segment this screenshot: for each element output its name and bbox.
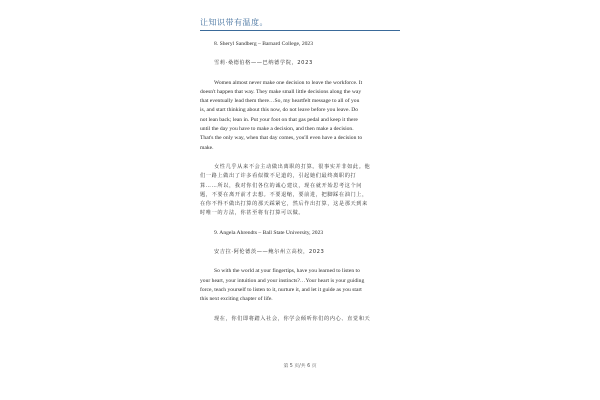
text-line: that eventually lead them there…So, my heartfelt message to all of you <box>200 98 360 105</box>
text-line: 题，不要在离开前才去想。不要退缩，要前进，把脚踩在油门上， <box>200 191 368 198</box>
english-paragraph <box>200 267 400 304</box>
text-line: 算……所以，我对你们各位的诚心建议，现在就开始思考这个问 <box>200 182 363 189</box>
english-paragraph <box>200 79 400 153</box>
text-line: So with the world at your fingertips, have you learned to listen to <box>214 268 360 275</box>
page-number: 第 5 页/共 6 页 <box>283 364 317 369</box>
page-header: 让知识带有温度。 <box>200 18 268 27</box>
text-line: 女性几乎从来不会主动做出离职的打算。很事实并非如此。他 <box>214 163 371 170</box>
text-line: Women almost never make one decision to leave the workforce. It <box>214 79 363 86</box>
header-divider <box>200 30 400 31</box>
text-line: doesn't happen that way. They make small little decisions along the way <box>200 88 362 95</box>
section-subheading: 雪莉·桑德伯格——巴纳德学院，2023 <box>214 60 313 67</box>
section-heading: 8. Sheryl Sandberg – Barnard College, 2023 <box>214 41 314 47</box>
chinese-paragraph <box>200 163 400 219</box>
chinese-paragraph <box>200 315 400 324</box>
text-line: 时唯一的方法，你甚至将有打算可以做。 <box>200 210 305 217</box>
text-line: is, and start thinking about this now, do not leave before you leave. Do <box>200 107 359 114</box>
page-content <box>200 40 400 324</box>
text-line: make. <box>200 144 214 151</box>
text-line: 在你不得不做出打算的那天踩紧它，然后作出打算，这是那天到来 <box>200 201 368 208</box>
section-heading: 9. Angela Ahrendts – Ball State University, 2023 <box>214 229 324 236</box>
text-line: 们一路上做出了许多看似微不足道的，引起她们最终离职的打 <box>200 173 357 180</box>
text-line: this next exciting chapter of life. <box>200 296 273 303</box>
text-line: your heart, your intuition and your instincts?…Your heart is your guiding <box>200 277 365 284</box>
text-line: force, teach yourself to listen to it, nurture it, and let it guide as you start <box>200 286 362 293</box>
text-line: 现在，你们即将踏入社会，你学会倾听你们的内心、直觉和天 <box>214 315 371 322</box>
section-subheading: 安吉拉·阿伦德茨——鲍尔州立高校，2023 <box>214 249 325 256</box>
text-line: That's the only way, when that day comes, you'll even have a decision to <box>200 135 363 142</box>
text-line: not lean back; lean in. Put your foot on that gas pedal and keep it there <box>200 116 358 123</box>
text-line: until the day you have to make a decision, and then make a decision. <box>200 126 354 133</box>
